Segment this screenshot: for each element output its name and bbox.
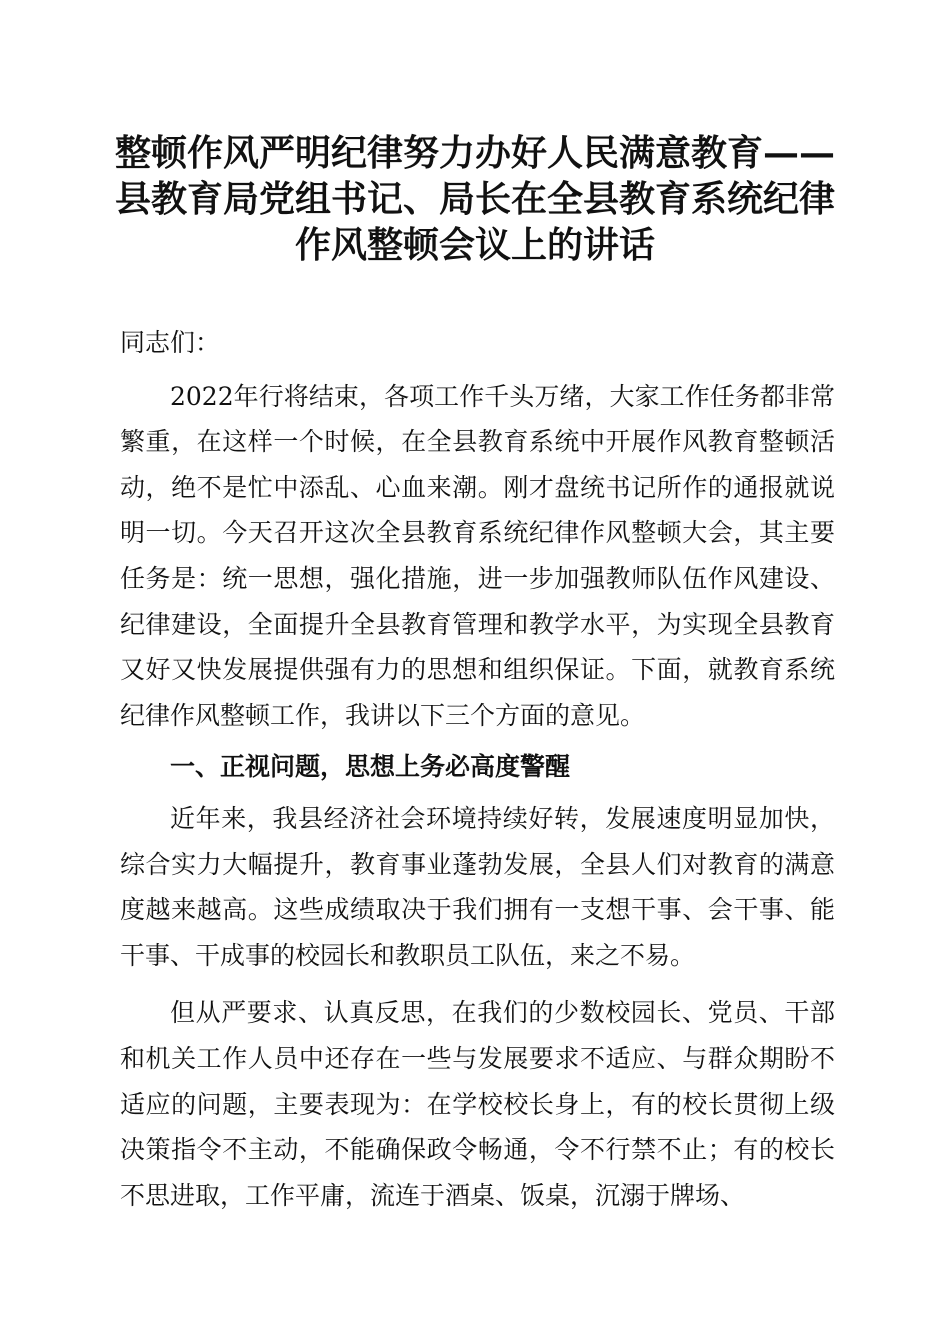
section-heading-1: 一、正视问题，思想上务必高度警醒: [170, 752, 571, 782]
document-title: [110, 130, 840, 268]
title-line-3: 作风整顿会议上的讲话: [294, 224, 655, 266]
section-paragraph-2: 但从严要求、认真反思，在我们的少数校园长、党员、干部和机关工作人员中还存在一些与发展要求不适应、与群众期盼不适应的问题，主要表现为：在学校校长身上，有的校长贯彻上级决策指令不主动，不能确保政令畅通，令不行禁不止；有的校长不思进取，工作平庸，流连于酒桌、饭桌，沉溺于牌场、: [120, 998, 835, 1210]
document-body: [120, 320, 835, 1218]
title-line-1: 整顿作风严明纪律努力办好人民满意教育——: [114, 132, 835, 174]
title-line-2: 县教育局党组书记、局长在全县教育系统纪律: [114, 178, 835, 220]
section-paragraph-1: 近年来，我县经济社会环境持续好转，发展速度明显加快，综合实力大幅提升，教育事业蓬勃发展，全县人们对教育的满意度越来越高。这些成绩取决于我们拥有一支想干事、会干事、能干事、干成事的校园长和教职员工队伍，来之不易。: [120, 803, 835, 970]
intro-paragraph: 2022年行将结束，各项工作千头万绪，大家工作任务都非常繁重，在这样一个时候，在全县教育系统中开展作风教育整顿活动，绝不是忙中添乱、心血来潮。刚才盘统书记所作的通报就说明一切。今天召开这次全县教育系统纪律作风整顿大会，其主要任务是：统一思想，强化措施，进一步加强教师队伍作风建设、纪律建设，全面提升全县教育管理和教学水平，为实现全县教育又好又快发展提供强有力的思想和组织保证。下面，就教育系统纪律作风整顿工作，我讲以下三个方面的意见。: [120, 381, 835, 730]
salutation: 同志们：: [120, 328, 221, 357]
